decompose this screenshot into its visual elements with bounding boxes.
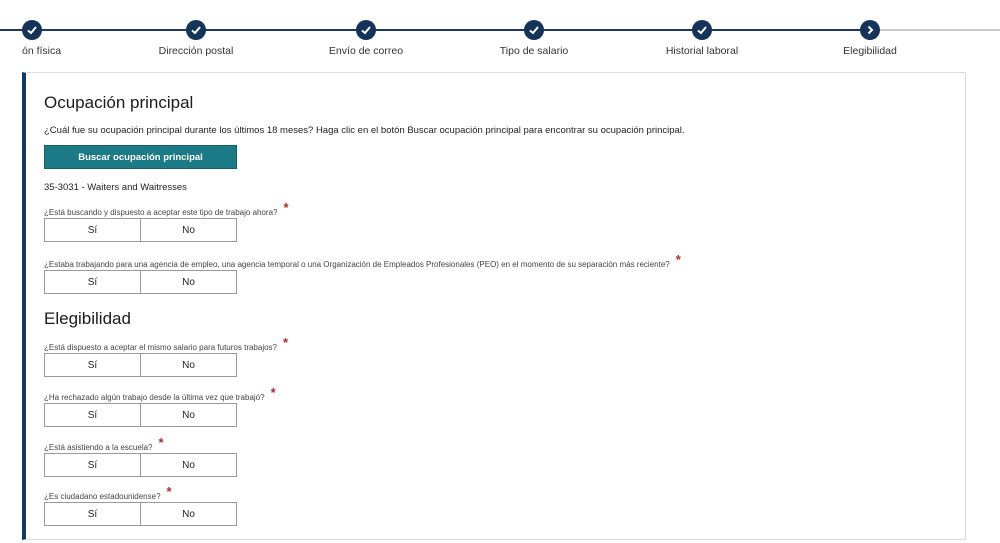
yes-option[interactable]: Sí: [45, 503, 140, 525]
attending-school-toggle: [44, 453, 237, 477]
step-1-complete-icon[interactable]: [22, 20, 42, 40]
step-label-1[interactable]: ón física: [22, 45, 62, 57]
required-marker: *: [675, 252, 681, 267]
no-option[interactable]: No: [140, 503, 236, 525]
no-option[interactable]: No: [140, 404, 236, 426]
us-citizen-toggle: [44, 502, 237, 526]
form-panel: [22, 72, 966, 540]
question-text: ¿Estaba trabajando para una agencia de empleo, una agencia temporal o una Organización de Empleados Profesionales (PEO) en el momento de su separación más reciente?: [44, 260, 670, 269]
stepper-remaining-line: [880, 29, 1000, 31]
step-6-current-icon[interactable]: [860, 20, 880, 40]
question-same-salary: [44, 335, 289, 353]
step-label-2[interactable]: Dirección postal: [158, 45, 234, 57]
no-option[interactable]: No: [140, 454, 236, 476]
step-2-complete-icon[interactable]: [186, 20, 206, 40]
no-option[interactable]: No: [140, 271, 236, 293]
selected-occupation: 35-3031 - Waiters and Waitresses: [44, 182, 187, 193]
occupation-section-title: Ocupación principal: [44, 93, 194, 112]
question-text: ¿Es ciudadano estadounidense?: [44, 492, 161, 501]
question-us-citizen: [44, 484, 172, 502]
search-occupation-button[interactable]: Buscar ocupación principal: [44, 145, 237, 169]
question-attending-school: [44, 435, 164, 453]
step-3-complete-icon[interactable]: [356, 20, 376, 40]
step-label-3[interactable]: Envío de correo: [328, 45, 404, 57]
required-marker: *: [283, 335, 289, 350]
stepper-progress-line: [0, 29, 868, 31]
refused-work-toggle: [44, 403, 237, 427]
required-marker: *: [166, 484, 172, 499]
question-refused-work: [44, 385, 276, 403]
step-4-complete-icon[interactable]: [524, 20, 544, 40]
yes-option[interactable]: Sí: [45, 454, 140, 476]
yes-option[interactable]: Sí: [45, 404, 140, 426]
yes-option[interactable]: Sí: [45, 354, 140, 376]
step-label-5[interactable]: Historial laboral: [665, 45, 739, 57]
no-option[interactable]: No: [140, 354, 236, 376]
seeking-work-toggle: [44, 218, 237, 242]
question-seeking-work: [44, 200, 289, 218]
required-marker: *: [283, 200, 289, 215]
occupation-intro-text: ¿Cuál fue su ocupación principal durante los últimos 18 meses? Haga clic en el botón Buscar ocupación principal para encontrar su ocupación principal.: [44, 125, 685, 136]
employment-agency-toggle: [44, 270, 237, 294]
yes-option[interactable]: Sí: [45, 219, 140, 241]
step-label-6[interactable]: Elegibilidad: [843, 45, 897, 57]
same-salary-toggle: [44, 353, 237, 377]
question-text: ¿Ha rechazado algún trabajo desde la última vez que trabajó?: [44, 393, 265, 402]
question-text: ¿Está asistiendo a la escuela?: [44, 443, 153, 452]
eligibility-section-title: Elegibilidad: [44, 309, 131, 328]
question-employment-agency: [44, 252, 681, 270]
question-text: ¿Está dispuesto a aceptar el mismo salario para futuros trabajos?: [44, 343, 278, 352]
step-5-complete-icon[interactable]: [692, 20, 712, 40]
required-marker: *: [270, 385, 276, 400]
step-label-4[interactable]: Tipo de salario: [499, 45, 569, 57]
required-marker: *: [158, 435, 164, 450]
yes-option[interactable]: Sí: [45, 271, 140, 293]
progress-stepper: [0, 0, 1000, 70]
question-text: ¿Está buscando y dispuesto a aceptar este tipo de trabajo ahora?: [44, 208, 278, 217]
no-option[interactable]: No: [140, 219, 236, 241]
